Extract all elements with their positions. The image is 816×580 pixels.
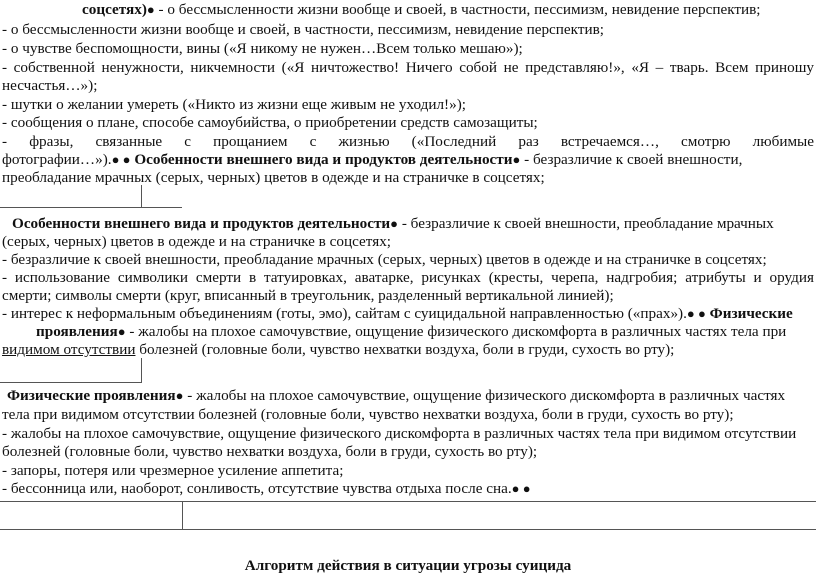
text-line: - запоры, потеря или чрезмерное усиление аппетита; [2, 462, 344, 479]
text-line [2, 386, 814, 405]
text-line: тела при видимом отсутствии болезней (головные боли, чувство нехватки воздуха, боли в груди, сухость во рту); [2, 406, 734, 423]
bullet-dots: ● ● [111, 152, 131, 167]
text-fragment: - бессонница или, наоборот, сонливость, отсутствие чувства отдыха после сна. [2, 480, 512, 497]
bullet-dots: ● ● [511, 481, 531, 496]
text-line: - фразы, связанные с прощанием с жизнью («Последний раз встречаемся…, смотрю любимые [2, 133, 814, 150]
text-fragment: - о бессмысленности жизни вообще и своей, в частности, пессимизм, невидение перспектив; [154, 1, 761, 18]
bold-heading: Особенности внешнего вида и продуктов деятельности [130, 151, 513, 168]
bullet-dot: ● [146, 2, 155, 17]
table-border [141, 358, 142, 382]
underlined-phrase: видимом отсутствии [2, 341, 136, 358]
text-line: - жалобы на плохое самочувствие, ощущение физического дискомфорта в различных частях тела при видимом отсутствии [2, 425, 797, 442]
text-line: - шутки о желании умереть («Никто из жизни еще живым не уходил!»); [2, 96, 466, 113]
table-border [0, 529, 816, 530]
text-line [2, 479, 814, 498]
text-line: - безразличие к своей внешности, преобладание мрачных (серых, черных) цветов в одежде и на страничке в соцсетях; [2, 251, 767, 268]
text-line: - о бессмысленности жизни вообще и своей, в частности, пессимизм, невидение перспектив; [2, 21, 604, 38]
table-border [141, 185, 142, 208]
text-fragment: болезней (головные боли, чувство нехватки воздуха, боли в груди, сухость во рту); [135, 341, 675, 358]
text-line: - использование символики смерти в татуировках, аватарке, рисунках (кресты, черепа, надгробия; атрибуты и орудия [2, 269, 814, 286]
bullet-dot: ● [175, 388, 184, 403]
text-fragment: - жалобы на плохое самочувствие, ощущение физического дискомфорта в различных частях [183, 387, 786, 404]
bold-heading: проявления [36, 323, 118, 340]
section-title: Алгоритм действия в ситуации угрозы суицида [244, 557, 572, 574]
table-border [0, 207, 182, 208]
text-fragment: - безразличие к своей внешности, [520, 151, 743, 168]
text-line [2, 340, 814, 359]
text-line: - собственной ненужности, никчемности («Я ничтожество! Ничего собой не представляю!», «Я – тварь. Всем приношу [2, 59, 814, 76]
bold-heading: Физические [705, 305, 793, 322]
text-line [2, 150, 814, 169]
text-line: болезней (головные боли, чувство нехватки воздуха, боли в груди, сухость во рту); [2, 443, 538, 460]
text-line [2, 304, 814, 323]
bold-heading: Особенности внешнего вида и продуктов деятельности [12, 215, 391, 232]
table-border [0, 501, 816, 502]
text-line [2, 0, 814, 19]
table-border [182, 501, 183, 529]
text-line [2, 214, 814, 233]
text-fragment: - безразличие к своей внешности, преобладание мрачных [398, 215, 774, 232]
text-line: преобладание мрачных (серых, черных) цветов в одежде и на страничке в соцсетях; [2, 169, 545, 186]
text-line: - сообщения о плане, способе самоубийства, о приобретении средств самозащиты; [2, 114, 538, 131]
bullet-dot: ● [117, 324, 126, 339]
text-fragment: фотографии…»). [2, 151, 112, 168]
text-line: (серых, черных) цветов в одежде и на страничке в соцсетях; [2, 233, 392, 250]
text-line: несчастья…»); [2, 77, 98, 94]
bullet-dot: ● [390, 216, 399, 231]
table-border [0, 382, 142, 383]
text-line [2, 322, 814, 341]
text-fragment: - жалобы на плохое самочувствие, ощущение физического дискомфорта в различных частях тела при [125, 323, 787, 340]
bullet-dot: ● [512, 152, 521, 167]
bold-heading: Физические проявления [7, 387, 176, 404]
text-line: - о чувстве беспомощности, вины («Я никому не нужен…Всем только мешаю»); [2, 40, 523, 57]
bullet-dots: ● ● [686, 306, 706, 321]
text-fragment: - интерес к неформальным объединениям (готы, эмо), сайтам с суицидальной направленностью («прах»). [2, 305, 687, 322]
text-line: смерти; символы смерти (круг, вписанный в треугольник, разделенный вертикальной линией); [2, 287, 614, 304]
bold-phrase: соцсетях) [82, 1, 147, 18]
